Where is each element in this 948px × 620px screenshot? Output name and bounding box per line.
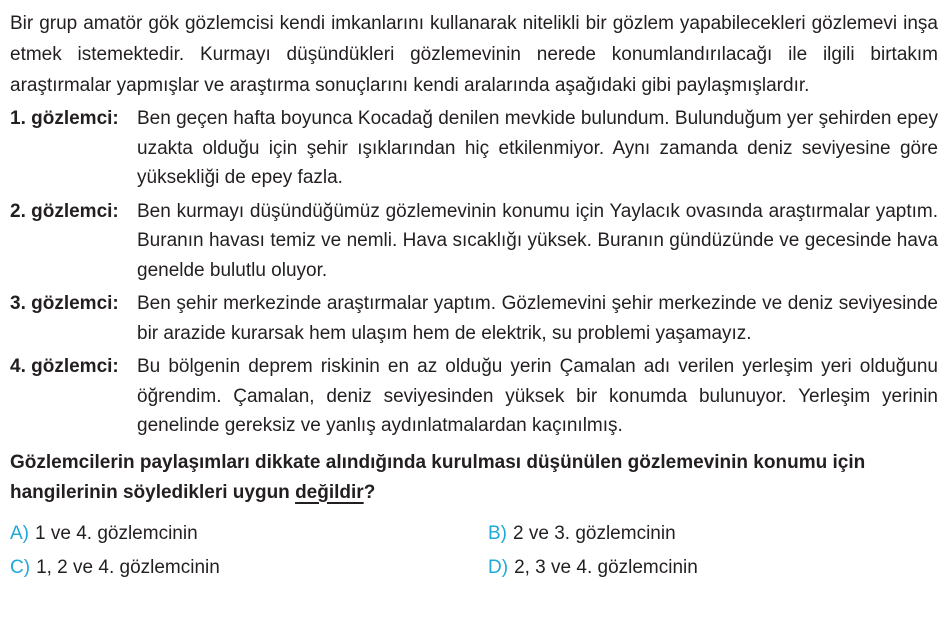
observer-label: 1. gözlemci:: [10, 108, 119, 129]
question-text: Gözlemcilerin paylaşımları dikkate alındığında kurulması düşünülen gözlemevinin konumu için hangilerinin söyledikleri uygun: [10, 451, 866, 503]
observer-item-3: [10, 289, 938, 348]
intro-paragraph: Bir grup amatör gök gözlemcisi kendi imkanlarını kullanarak nitelikli bir gözlem yapabilecekleri gözlemevi inşa etmek istemektedir. Kurmayı düşündükleri gözlemevinin nerede konumlandırılacağı ile ilgili birtakım araştırmalar yapmışlar ve araştırma sonuçlarını kendi aralarında aşağıdaki gibi paylaşmışlardır.: [10, 13, 938, 96]
observer-item-1: [10, 104, 938, 193]
observer-list: [10, 104, 938, 441]
observer-label: 3. gözlemci:: [10, 293, 119, 314]
observer-label: 2. gözlemci:: [10, 200, 119, 222]
option-d[interactable]: [488, 553, 938, 583]
option-text: 1 ve 4. gözlemcinin: [35, 522, 198, 544]
option-a[interactable]: [10, 519, 488, 549]
observer-item-4: [10, 352, 938, 441]
option-letter: C): [10, 556, 31, 578]
observer-item-2: [10, 197, 938, 286]
option-c[interactable]: [10, 553, 488, 583]
option-b[interactable]: [488, 519, 938, 549]
option-text: 2, 3 ve 4. gözlemcinin: [514, 556, 698, 578]
answer-options: [10, 519, 938, 583]
option-text: 2 ve 3. gözlemcinin: [513, 522, 676, 544]
option-text: 1, 2 ve 4. gözlemcinin: [36, 556, 220, 578]
question-stem: [10, 448, 938, 508]
option-letter: D): [488, 556, 509, 578]
observer-text: Bu bölgenin deprem riskinin en az olduğu yerin Çamalan adı verilen yerleşim yeri olduğunu öğrendim. Çamalan, deniz seviyesinden yüksek bir konumda bulunuyor. Yerleşim yerinin genelinde gereksiz ve yanlış aydınlatmalardan kaçınılmış.: [137, 356, 938, 436]
observer-text: Ben kurmayı düşündüğümüz gözlemevinin konumu için Yaylacık ovasında araştırmalar yaptım. Buranın havası temiz ve nemli. Hava sıcaklığı yüksek. Buranın gündüzünde ve gecesinde hava genelde bulutlu oluyor.: [137, 200, 938, 281]
option-letter: A): [10, 522, 29, 544]
observer-text: Ben geçen hafta boyunca Kocadağ denilen mevkide bulundum. Bulunduğum yer şehirden epey uzakta olduğu için şehir ışıklarından hiç etkilenmiyor. Aynı zamanda deniz seviyesine göre yüksekliği de epey fazla.: [137, 108, 938, 188]
question-emphasis: değildir: [295, 481, 364, 503]
observer-text: Ben şehir merkezinde araştırmalar yaptım. Gözlemevini şehir merkezinde ve deniz seviyesinde bir arazide kurarsak hem ulaşım hem de elektrik, su problemi yaşamayız.: [137, 293, 938, 344]
question-mark: ?: [363, 481, 376, 503]
option-letter: B): [488, 522, 507, 544]
observer-label: 4. gözlemci:: [10, 356, 119, 377]
question-page: [10, 8, 938, 583]
